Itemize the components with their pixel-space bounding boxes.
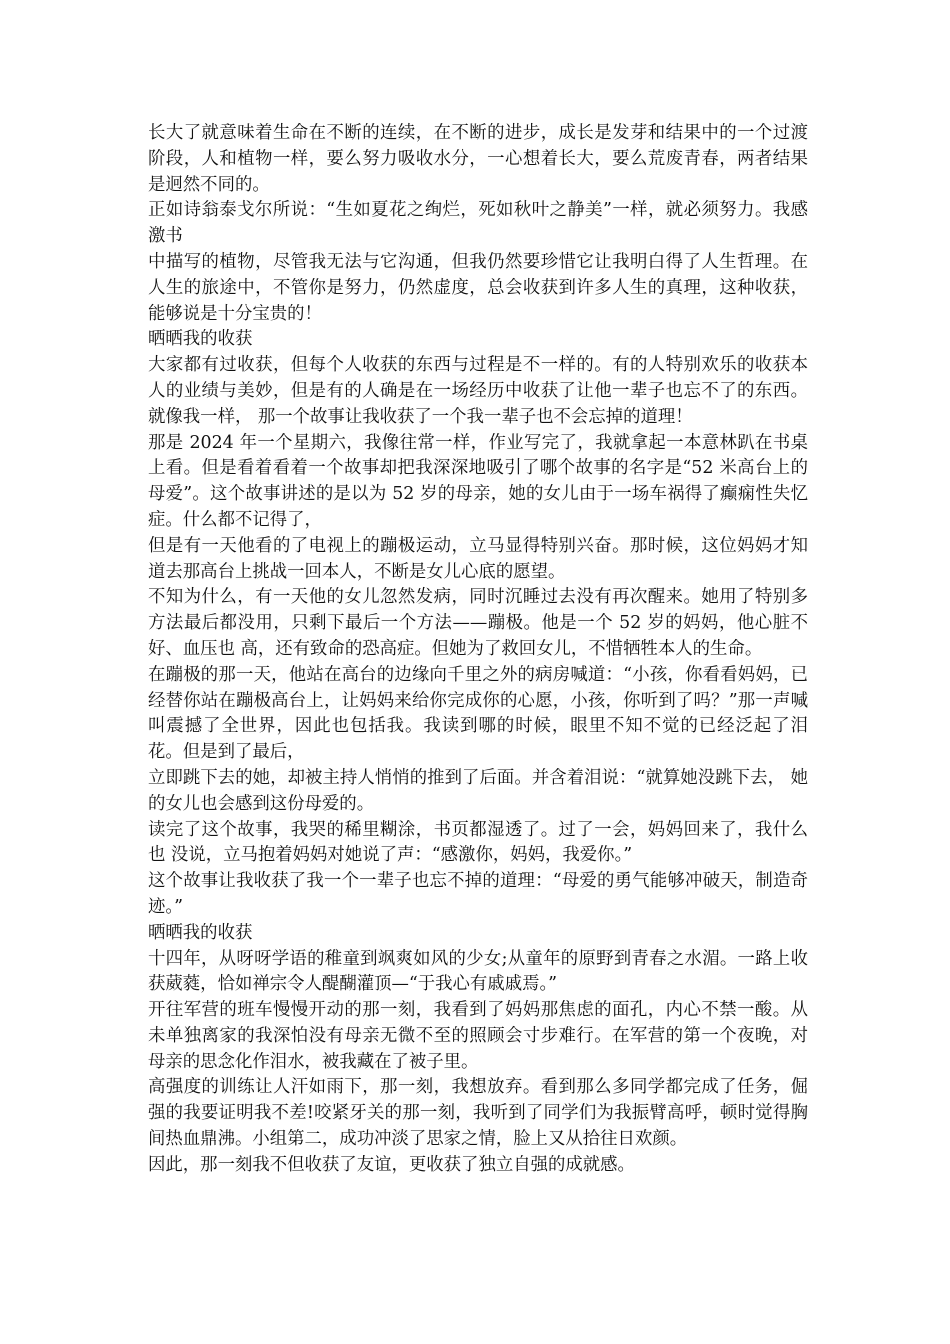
paragraph-story-intro: 那是 2024 年一个星期六，我像往常一样，作业写完了，我就拿起一本意林趴在书桌上看。但是看着看着一个故事却把我深深地吸引了哪个故事的名字是“52 米高台上的母爱”。这个故事讲述的是以为 52 岁的母亲，她的女儿由于一场车祸得了癫痫性失忆症。什么都不记得了， [148,432,808,530]
paragraph-military-camp: 开往军营的班车慢慢开动的那一刻，我看到了妈妈那焦虑的面孔，内心不禁一酸。从未单独离家的我深怕没有母亲无微不至的照顾会寸步难行。在军营的第一个夜晚，对母亲的思念化作泪水，被我藏在了被子里。 [148,1000,808,1072]
paragraph-bungee-day: 在蹦极的那一天，他站在高台的边缘向千里之外的病房喊道：“小孩，你看看妈妈，已经替你站在蹦极高台上，让妈妈来给你完成你的心愿，小孩，你听到了吗？”那一声喊叫震撼了全世界，因此也包括我。我读到哪的时候，眼里不知不觉的已经泛起了泪花。但是到了最后， [148,664,808,763]
section-heading-1: 晒晒我的收获 [148,329,253,350]
section-heading-2: 晒晒我的收获 [148,922,253,943]
paragraph-finished-story: 读完了这个故事，我哭的稀里糊涂，书页都湿透了。过了一会，妈妈回来了，我什么也 没说，立马抱着妈妈对她说了声：“感激你，妈妈，我爱你。” [148,819,808,866]
paragraph-conclusion: 因此，那一刻我不但收获了友谊，更收获了独立自强的成就感。 [148,1154,635,1175]
paragraph-bungee-tv: 但是有一天他看的了电视上的蹦极运动，立马显得特别兴奋。那时候，这位妈妈才知 道去那高台上挑战一回本人，不断是女儿心底的愿望。 [148,535,808,582]
paragraph-lesson: 这个故事让我收获了我一个一辈子也忘不掉的道理：“母爱的勇气能够冲破天，制造奇 迹。” [148,871,808,917]
paragraph-growth: 长大了就意味着生命在不断的连续，在不断的进步，成长是发芽和结果中的一个过渡阶段，人和植物一样，要么努力吸收水分，一心想着长大，要么荒废青春，两者结果是迥然不同的。 [148,123,808,195]
paragraph-daughter-illness: 不知为什么，有一天他的女儿忽然发病，同时沉睡过去没有再次醒来。她用了特别多方法最后都没用，只剩下最后一个方法——蹦极。他是一个 52 岁的妈妈，他心脏不好、血压也 高，还有致命的恐高症。但她为了救回女儿，不惜牺牲本人的生命。 [148,587,808,659]
paragraph-fourteen-years: 十四年，从呀呀学语的稚童到飒爽如风的少女;从童年的原野到青春之水湄。一路上收获葳蕤，恰如禅宗令人醍醐灌顶—“于我心有戚戚焉。” [148,948,808,995]
paragraph-tagore-quote: 正如诗翁泰戈尔所说：“生如夏花之绚烂，死如秋叶之静美”一样，就必须努力。我感激书 [148,200,808,247]
paragraph-training: 高强度的训练让人汗如雨下，那一刻，我想放弃。看到那么多同学都完成了任务，倔强的我要证明我不差!咬紧牙关的那一刻，我听到了同学们为我振臂高呼，顿时觉得胸间热血鼎沸。小组第二，成功冲淡了思家之情，脸上又从拾往日欢颜。 [148,1077,808,1150]
document-body [148,121,808,1179]
paragraph-life-truth: 中描写的植物，尽管我无法与它沟通，但我仍然要珍惜它让我明白得了人生哲理。在人生的旅途中，不管你是努力，仍然虚度，总会收获到许多人生的真理，这种收获，能够说是十分宝贵的！ [148,251,808,324]
paragraph-everyone-harvest: 大家都有过收获，但每个人收获的东西与过程是不一样的。有的人特别欢乐的收获本人的业绩与美妙，但是有的人确是在一场经历中收获了让他一辈子也忘不了的东西。就像我一样， 那一个故事让我收获了一个我一辈子也不会忘掉的道理！ [148,355,808,427]
paragraph-pushed-back: 立即跳下去的她，却被主持人悄悄的推到了后面。并含着泪说：“就算她没跳下去， 她的女儿也会感到这份母爱的。 [148,767,808,814]
